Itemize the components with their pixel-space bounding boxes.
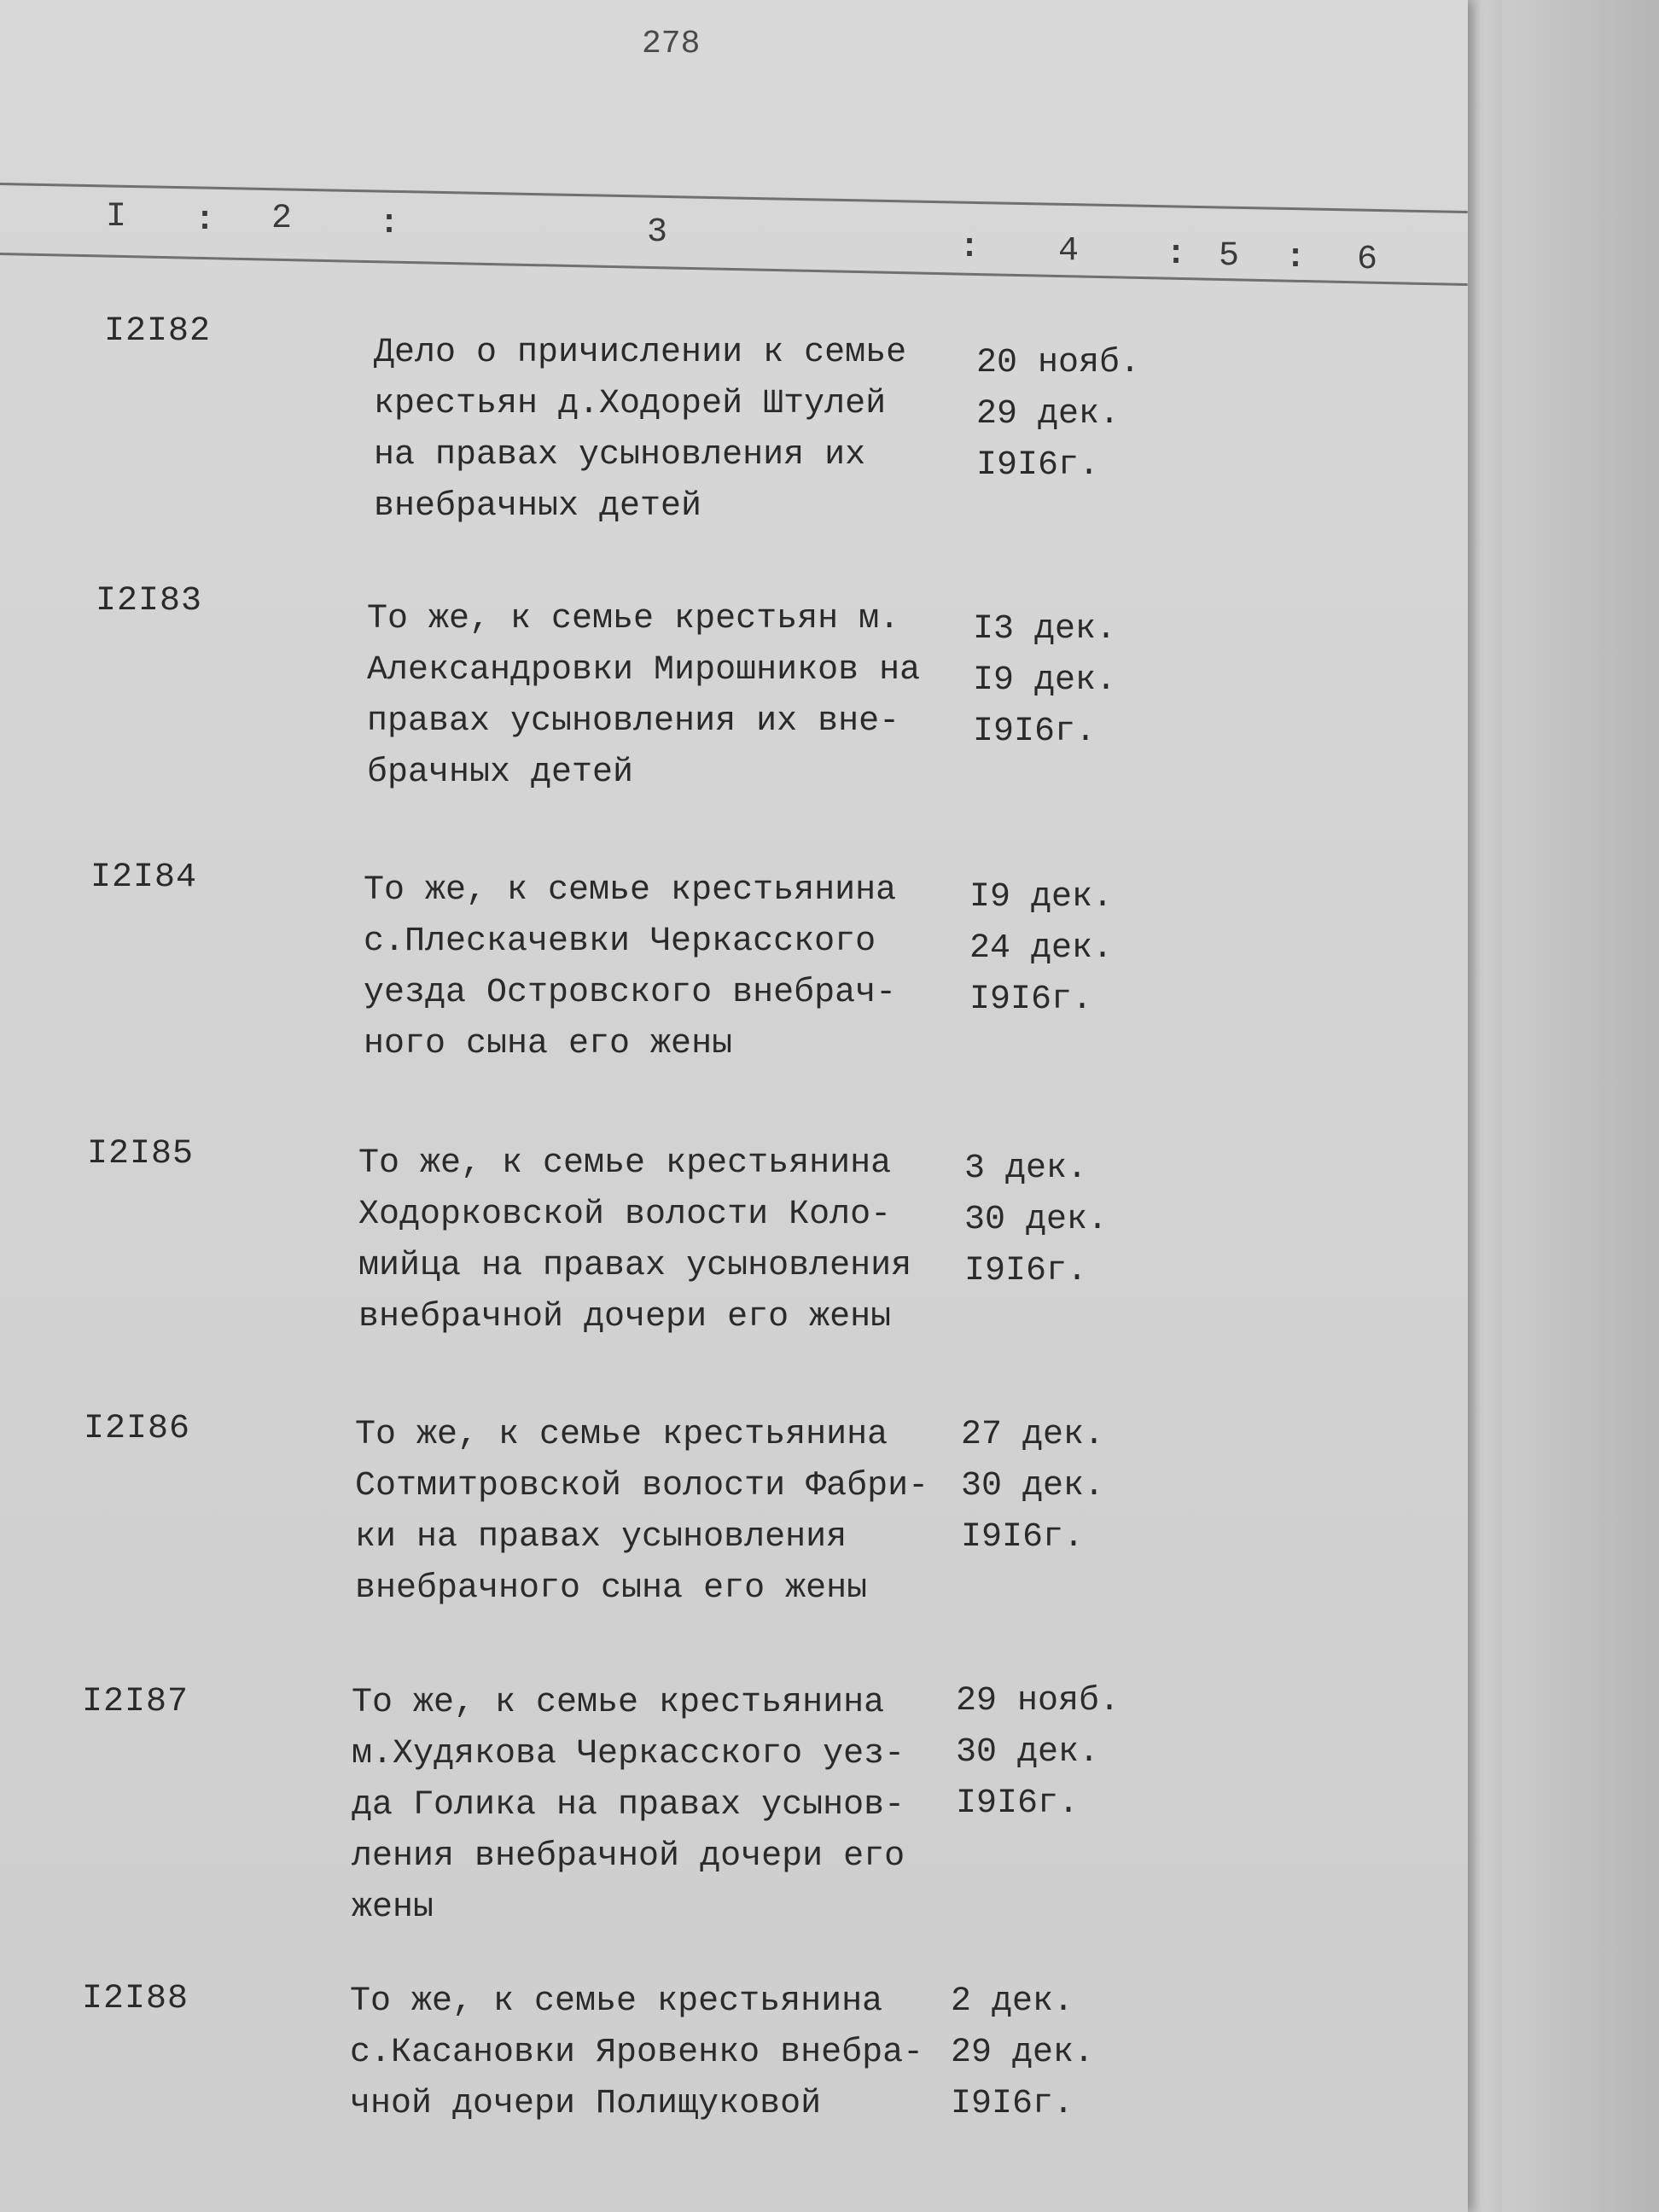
- entry-number: I2I84: [90, 859, 198, 897]
- description-line: внебрачных детей: [374, 487, 702, 526]
- description-line: крестьян д.Ходорей Штулей: [374, 385, 887, 423]
- date-start: 3 дек.: [964, 1150, 1088, 1188]
- description-line: правах усыновления их вне-: [367, 702, 900, 741]
- entry-number: I2I86: [84, 1410, 191, 1448]
- entry-description: [352, 1678, 932, 1934]
- entry-dates: [973, 604, 1195, 758]
- date-end: 24 дек.: [969, 929, 1114, 968]
- description-line: ки на правах усыновления: [355, 1518, 847, 1557]
- header-col-2: 2: [271, 200, 293, 238]
- date-year: I9I6г.: [956, 1784, 1080, 1823]
- date-start: 29 нояб.: [956, 1682, 1121, 1720]
- date-year: I9I6г.: [973, 713, 1097, 751]
- date-start: 27 дек.: [961, 1416, 1105, 1454]
- header-separator: :: [195, 201, 216, 240]
- date-start: I3 дек.: [973, 610, 1117, 649]
- entry-number: I2I82: [104, 312, 212, 351]
- description-line: жены: [352, 1889, 434, 1927]
- page-number: 278: [642, 26, 701, 62]
- description-line: ления внебрачной дочери его: [352, 1837, 905, 1876]
- description-line: мийца на правах усыновления: [358, 1247, 912, 1285]
- entry-number: I2I83: [96, 582, 203, 620]
- date-end: 30 дек.: [964, 1201, 1109, 1239]
- entry-description: [358, 1138, 939, 1343]
- description-line: То же, к семье крестьян м.: [367, 600, 900, 638]
- description-line: То же, к семье крестьянина: [358, 1144, 892, 1183]
- description-line: То же, к семье крестьянина: [364, 871, 897, 910]
- description-line: на правах усыновления их: [374, 436, 866, 474]
- description-line: То же, к семье крестьянина: [350, 1982, 883, 2021]
- description-line: Сотмитровской волости Фабри-: [355, 1467, 929, 1505]
- entry-dates: [964, 1144, 1186, 1297]
- description-line: То же, к семье крестьянина: [355, 1416, 888, 1454]
- date-end: 30 дек.: [961, 1467, 1105, 1505]
- entry-dates: [969, 872, 1191, 1026]
- date-year: I9I6г.: [964, 1252, 1088, 1290]
- description-line: внебрачного сына его жены: [355, 1569, 868, 1608]
- date-year: I9I6г.: [951, 2085, 1074, 2123]
- entry-description: [355, 1410, 935, 1615]
- entry-number: I2I85: [87, 1135, 195, 1173]
- description-line: Ходорковской волости Коло-: [358, 1196, 892, 1234]
- description-line: да Голика на правах усынов-: [352, 1786, 905, 1825]
- header-col-3: 3: [647, 213, 668, 252]
- description-line: уезда Островского внебрач-: [364, 974, 897, 1012]
- header-col-1: I: [106, 198, 127, 236]
- date-year: I9I6г.: [961, 1518, 1085, 1557]
- header-separator: :: [379, 205, 400, 243]
- date-end: I9 дек.: [973, 661, 1117, 700]
- entry-dates: [976, 338, 1198, 492]
- entry-dates: [961, 1410, 1183, 1563]
- entry-description: [364, 865, 944, 1070]
- description-line: чной дочери Полищуковой: [350, 2085, 822, 2123]
- entry-description: [374, 328, 954, 533]
- date-year: I9I6г.: [969, 981, 1093, 1019]
- header-separator: :: [1166, 236, 1187, 274]
- description-line: Александровки Мирошников на: [367, 651, 921, 690]
- date-end: 30 дек.: [956, 1733, 1100, 1772]
- date-end: 29 дек.: [951, 2034, 1095, 2072]
- entry-dates: [956, 1676, 1178, 1830]
- date-year: I9I6г.: [976, 446, 1100, 485]
- description-line: с.Плескачевки Черкасского: [364, 923, 876, 961]
- description-line: ного сына его жены: [364, 1025, 733, 1063]
- entry-dates: [951, 1976, 1173, 2130]
- header-rule-top: [0, 183, 1468, 213]
- entry-number: I2I88: [82, 1980, 189, 2018]
- header-col-4: 4: [1058, 232, 1080, 271]
- page-edge: [1468, 0, 1502, 2212]
- header-col-6: 6: [1357, 241, 1378, 279]
- entry-number: I2I87: [82, 1683, 189, 1721]
- header-separator: :: [1285, 239, 1307, 277]
- date-start: 20 нояб.: [976, 344, 1141, 382]
- entry-description: [367, 594, 947, 799]
- date-start: 2 дек.: [951, 1982, 1074, 2021]
- description-line: внебрачной дочери его жены: [358, 1298, 892, 1336]
- description-line: м.Худякова Черкасского уез-: [352, 1735, 905, 1773]
- date-start: I9 дек.: [969, 878, 1114, 917]
- description-line: брачных детей: [367, 754, 634, 792]
- entry-description: [350, 1976, 930, 2130]
- header-separator: :: [959, 229, 981, 267]
- description-line: То же, к семье крестьянина: [352, 1684, 885, 1722]
- description-line: Дело о причислении к семье: [374, 334, 907, 372]
- date-end: 29 дек.: [976, 395, 1121, 434]
- header-col-5: 5: [1219, 237, 1240, 276]
- header-rule-bottom: [0, 253, 1468, 286]
- description-line: с.Касановки Яровенко внебра-: [350, 2034, 924, 2072]
